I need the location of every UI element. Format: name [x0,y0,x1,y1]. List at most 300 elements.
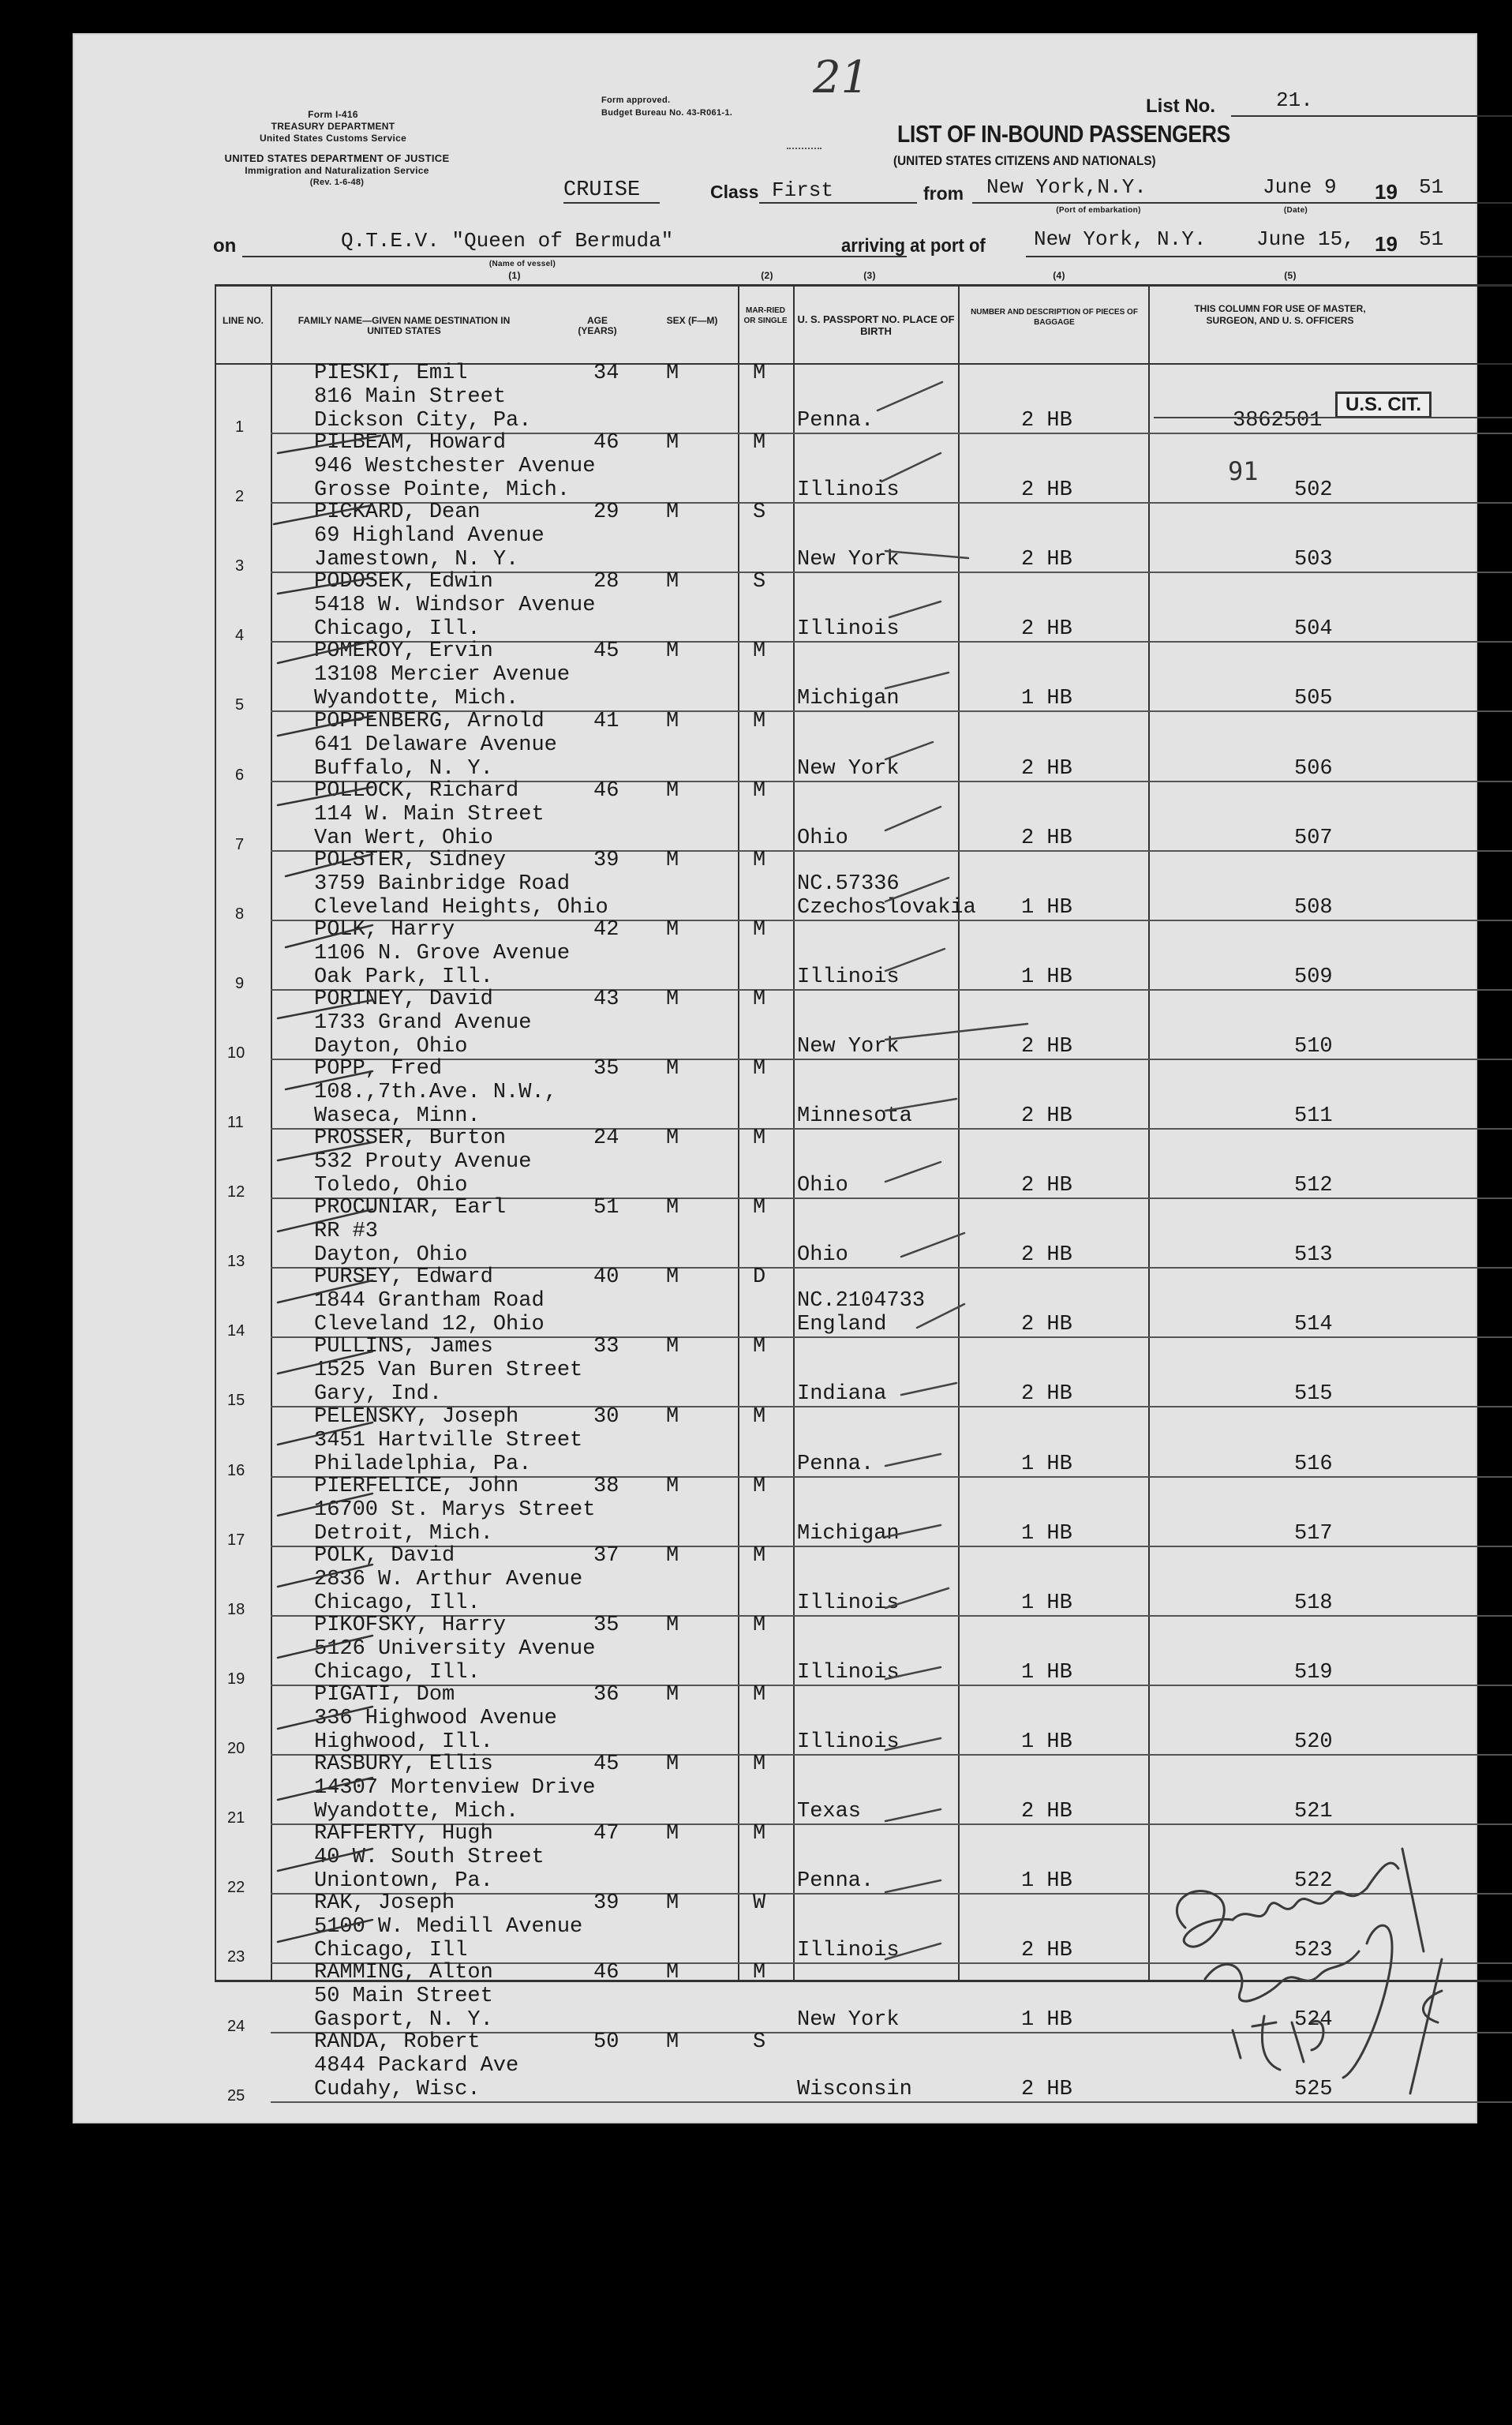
row-birthplace: Illinois [797,1591,900,1615]
row-line-number: 13 [227,1253,245,1271]
row-baggage: 1 HB [1021,1869,1072,1894]
row-marital-status: M [753,1196,766,1220]
row-city: Dayton, Ohio [314,1243,468,1268]
row-name: POLLOCK, Richard [314,778,519,803]
row-sex: M [666,778,679,803]
list-no-label: List No. [1146,96,1215,117]
arrival-port: New York, N.Y. [1034,227,1207,251]
row-name: PELENSKY, Joseph [314,1404,519,1429]
row-birthplace: Minnesota [797,1104,912,1128]
vessel-line [242,256,907,257]
row-divider [271,2101,1512,2103]
row-name: RAMMING, Alton [314,1961,493,1985]
row-city: Chicago, Ill. [314,1591,481,1615]
row-age: 41 [593,709,619,733]
on-label: on [213,235,237,257]
row-marital-status: M [753,1474,766,1498]
row-address: 114 W. Main Street [314,802,545,826]
row-marital-status: M [753,1961,766,1985]
row-marital-status: S [753,570,766,594]
row-baggage: 2 HB [1021,756,1072,781]
row-marital-status: S [753,500,766,525]
col-num-4: (4) [1053,270,1065,281]
row-sex: M [666,1057,679,1081]
row-name: PIKOFSKY, Harry [314,1613,507,1637]
row-marital-status: M [753,1822,766,1846]
row-marital-status: M [753,848,766,872]
row-officer-number: 510 [1294,1034,1333,1059]
row-birthplace: Michigan [797,1521,900,1546]
row-birthplace: Illinois [797,478,900,503]
col-header-officers: THIS COLUMN FOR USE OF MASTER, SURGEON, AND U. S. OFFICERS [1194,303,1366,326]
row-address: 3759 Bainbridge Road [314,871,571,896]
arrival-date: June 15, [1256,227,1355,251]
row-age: 45 [593,639,619,664]
row-age: 33 [593,1335,619,1359]
row-age: 47 [593,1822,619,1846]
row-baggage: 1 HB [1021,1660,1072,1685]
row-age: 39 [593,848,619,872]
row-city: Uniontown, Pa. [314,1869,493,1894]
row-marital-status: M [753,1752,766,1776]
row-name: PURSEY, Edward [314,1265,493,1290]
row-birthplace: Ohio [797,1243,848,1268]
row-line-number: 21 [227,1809,245,1827]
dotted-mark [787,148,821,149]
row-birthplace: Michigan [797,687,900,711]
row-city: Waseca, Minn. [314,1104,481,1128]
row-officer-number: 513 [1294,1243,1333,1268]
row-officer-number: 514 [1294,1313,1333,1337]
row-address: 816 Main Street [314,385,507,409]
us-citizen-stamp: U.S. CIT. [1335,392,1432,418]
row-birthplace: Illinois [797,617,900,642]
row-age: 28 [593,570,619,594]
row-name: PROSSER, Burton [314,1126,507,1151]
row-baggage: 2 HB [1021,1174,1072,1198]
row-sex: M [666,1474,679,1498]
row-birthplace: New York [797,1034,900,1059]
row-officer-number: 518 [1294,1591,1333,1615]
form-approved: Form approved. [601,96,671,105]
row-city: Oak Park, Ill. [314,965,493,989]
row-officer-number: 509 [1294,965,1333,989]
row-birthplace: Ohio [797,1174,848,1198]
dept-immigration: Immigration and Naturalization Service [245,165,429,176]
from-line [972,202,1512,204]
row-line-number: 7 [235,835,245,853]
col-sep-2 [738,284,739,1981]
row-marital-status: S [753,2030,766,2055]
row-name: POPPENBERG, Arnold [314,709,545,733]
row-city: Van Wert, Ohio [314,826,493,850]
row-passport-no: NC.57336 [797,871,900,896]
row-address: 1525 Van Buren Street [314,1359,583,1383]
row-officer-number: 3862501 [1233,409,1323,433]
row-age: 45 [593,1752,619,1776]
row-birthplace: Penna. [797,1869,874,1894]
row-sex: M [666,570,679,594]
row-city: Detroit, Mich. [314,1521,493,1546]
departure-year: 51 [1419,175,1444,199]
dept-customs: United States Customs Service [259,133,407,144]
row-baggage: 1 HB [1021,1521,1072,1546]
row-city: Cudahy, Wisc. [314,2078,481,2102]
row-baggage: 2 HB [1021,1800,1072,1823]
row-birthplace: Indiana [797,1382,887,1407]
row-age: 35 [593,1613,619,1637]
row-birthplace: Wisconsin [797,2078,912,2102]
col-num-2: (2) [761,270,773,281]
row-officer-number: 520 [1294,1730,1333,1754]
departure-date: June 9 [1263,175,1337,199]
row-marital-status: M [753,917,766,942]
row-address: 336 Highwood Avenue [314,1706,557,1730]
row-name: RAFFERTY, Hugh [314,1822,493,1846]
row-baggage: 1 HB [1021,2008,1072,2033]
port-of-embarkation: New York,N.Y. [986,175,1147,199]
row-sex: M [666,1891,679,1916]
row-birthplace: Czechoslovakia [797,895,976,920]
row-marital-status: M [753,1613,766,1637]
row-name: PODOSEK, Edwin [314,570,493,594]
row-baggage: 2 HB [1021,826,1072,850]
row-birthplace: New York [797,2008,900,2033]
row-age: 46 [593,778,619,803]
row-city: Chicago, Ill [314,1939,468,1963]
col-sep-3 [793,284,795,1981]
row-line-number: 24 [227,2018,245,2036]
row-line-number: 12 [227,1183,245,1201]
row-baggage: 1 HB [1021,965,1072,989]
row-officer-number: 505 [1294,687,1333,711]
col-num-1: (1) [508,270,521,281]
row-age: 43 [593,987,619,1011]
row-baggage: 1 HB [1021,687,1072,711]
class-label: Class [710,182,759,202]
row-line-number: 20 [227,1739,245,1757]
row-address: 5126 University Avenue [314,1636,596,1661]
row-baggage: 1 HB [1021,1452,1072,1476]
row-age: 37 [593,1543,619,1568]
arrival-year-prefix: 19 [1375,232,1398,256]
row-officer-number: 516 [1294,1452,1333,1476]
arriving-label: arriving at port of [841,235,986,257]
row-name: PIGATI, Dom [314,1682,455,1707]
row-baggage: 2 HB [1021,1034,1072,1059]
row-name: POMEROY, Ervin [314,639,493,664]
row-city: Grosse Pointe, Mich. [314,478,571,503]
row-age: 29 [593,500,619,525]
row-marital-status: M [753,778,766,803]
row-baggage: 2 HB [1021,409,1072,433]
inspector-signature [1130,1833,1477,2101]
row-officer-number: 524 [1294,2008,1333,2033]
cruise-line [563,202,660,204]
row-sex: M [666,987,679,1011]
stamp-divider [1154,417,1512,418]
row-baggage: 1 HB [1021,895,1072,920]
row-name: PORTNEY, David [314,987,493,1011]
row-age: 34 [593,362,619,385]
departure-year-prefix: 19 [1375,180,1398,204]
row-marital-status: M [753,1335,766,1359]
row-address: 5418 W. Windsor Avenue [314,594,596,618]
row-city: Cleveland Heights, Ohio [314,895,608,920]
row-sex: M [666,1961,679,1985]
row-city: Chicago, Ill. [314,617,481,642]
row-line-number: 22 [227,1879,245,1897]
annotation-91: 91 [1228,456,1259,486]
handwritten-page-number: 21 [813,52,870,103]
row-address: 50 Main Street [314,1985,493,2009]
row-sex: M [666,1822,679,1846]
row-age: 39 [593,1891,619,1916]
row-baggage: 1 HB [1021,1591,1072,1615]
row-marital-status: M [753,431,766,455]
date-caption: (Date) [1283,206,1308,215]
table-top-border [215,284,1512,287]
row-officer-number: 508 [1294,895,1333,920]
row-line-number: 14 [227,1322,245,1340]
row-line-number: 3 [235,557,245,575]
row-city: Dickson City, Pa. [314,409,532,433]
row-name: POLSTER, Sidney [314,848,507,872]
row-baggage: 1 HB [1021,1730,1072,1754]
row-city: Chicago, Ill. [314,1660,481,1685]
from-label: from [923,183,964,204]
row-address: 1106 N. Grove Avenue [314,941,571,965]
budget-bureau: Budget Bureau No. 43-R061-1. [601,108,733,118]
row-line-number: 16 [227,1461,245,1479]
col-num-3: (3) [863,270,876,281]
row-name: PROCUNIAR, Earl [314,1196,507,1220]
row-city: Wyandotte, Mich. [314,1800,519,1823]
row-address: 2836 W. Arthur Avenue [314,1567,583,1591]
row-baggage: 2 HB [1021,617,1072,642]
row-name: PILBEAM, Howard [314,431,507,455]
row-baggage: 2 HB [1021,2078,1072,2102]
row-marital-status: M [753,1126,766,1151]
row-line-number: 5 [235,696,245,714]
row-officer-number: 502 [1294,478,1333,503]
form-subtitle: (UNITED STATES CITIZENS AND NATIONALS) [893,153,1156,168]
row-address: 1844 Grantham Road [314,1289,545,1314]
row-baggage: 2 HB [1021,1382,1072,1407]
row-address: 532 Prouty Avenue [314,1150,532,1175]
row-sex: M [666,1265,679,1290]
form-number: Form I-416 [308,109,358,120]
row-sex: M [666,709,679,733]
row-officer-number: 512 [1294,1174,1333,1198]
col-num-5: (5) [1284,270,1297,281]
row-baggage: 2 HB [1021,1313,1072,1337]
row-sex: M [666,1335,679,1359]
row-birthplace: England [797,1313,887,1337]
row-line-number: 19 [227,1670,245,1688]
row-line-number: 9 [235,974,245,992]
class-value: First [772,178,834,202]
row-name: POPP, Fred [314,1057,443,1081]
row-marital-status: M [753,987,766,1011]
row-sex: M [666,1126,679,1151]
row-address: 4844 Packard Ave [314,2054,519,2078]
list-no-line [1231,115,1512,117]
class-line [759,202,917,204]
row-officer-number: 515 [1294,1382,1333,1407]
row-line-number: 10 [227,1044,245,1062]
row-name: RANDA, Robert [314,2030,481,2055]
row-age: 38 [593,1474,619,1498]
row-marital-status: W [753,1891,766,1916]
row-address: 108.,7th.Ave. N.W., [314,1081,557,1104]
row-line-number: 17 [227,1531,245,1549]
row-birthplace: Ohio [797,826,848,850]
row-birthplace: Illinois [797,1939,900,1963]
row-officer-number: 504 [1294,617,1333,642]
row-sex: M [666,917,679,942]
row-baggage: 2 HB [1021,1104,1072,1128]
row-name: POLK, David [314,1543,455,1568]
row-sex: M [666,500,679,525]
row-sex: M [666,848,679,872]
col-header-line-no: LINE NO. [222,315,264,326]
row-birthplace: Illinois [797,1730,900,1754]
row-address: 946 Westchester Avenue [314,455,596,479]
dept-justice: UNITED STATES DEPARTMENT OF JUSTICE [224,152,450,164]
row-age: 50 [593,2030,619,2055]
row-line-number: 2 [235,488,245,506]
row-sex: M [666,431,679,455]
row-marital-status: M [753,1543,766,1568]
row-city: Cleveland 12, Ohio [314,1313,545,1337]
row-sex: M [666,362,679,385]
row-officer-number: 519 [1294,1660,1333,1685]
col-header-passport: U. S. PASSPORT NO. PLACE OF BIRTH [797,313,955,337]
row-city: Dayton, Ohio [314,1034,468,1059]
row-line-number: 1 [235,418,245,436]
row-city: Philadelphia, Pa. [314,1452,532,1476]
row-name: PICKARD, Dean [314,500,481,525]
row-age: 40 [593,1265,619,1290]
row-marital-status: M [753,1404,766,1429]
row-sex: M [666,1682,679,1707]
row-address: 16700 St. Marys Street [314,1497,596,1522]
row-line-number: 6 [235,766,245,784]
row-age: 36 [593,1682,619,1707]
row-line-number: 4 [235,627,245,645]
row-address: 1733 Grand Avenue [314,1010,532,1035]
row-name: PULLINS, James [314,1335,493,1359]
row-sex: M [666,1404,679,1429]
row-city: Jamestown, N. Y. [314,548,519,572]
col-header-name: FAMILY NAME—GIVEN NAME DESTINATION IN UNITED STATES [298,315,511,336]
row-officer-number: 522 [1294,1869,1333,1894]
row-address: 13108 Mercier Avenue [314,663,571,688]
row-name: RAK, Joseph [314,1891,455,1916]
row-officer-number: 507 [1294,826,1333,850]
row-officer-number: 521 [1294,1800,1333,1823]
row-birthplace: Texas [797,1800,862,1823]
row-line-number: 18 [227,1600,245,1618]
row-address: 3451 Hartville Street [314,1428,583,1452]
arrival-line [1026,256,1512,257]
vessel-name: Q.T.E.V. "Queen of Bermuda" [341,229,674,253]
row-baggage: 2 HB [1021,1243,1072,1268]
row-birthplace: Penna. [797,1452,874,1476]
port-embark-caption: (Port of embarkation) [1056,206,1141,215]
row-line-number: 25 [227,2087,245,2105]
row-line-number: 23 [227,1948,245,1966]
row-birthplace: Illinois [797,965,900,989]
cruise-label: CRUISE [563,178,641,202]
row-address: 641 Delaware Avenue [314,733,557,757]
row-sex: M [666,1752,679,1776]
col-header-age: AGE (YEARS) [578,315,617,336]
row-officer-number: 517 [1294,1521,1333,1546]
row-marital-status: M [753,639,766,664]
row-name: PIERFELICE, John [314,1474,519,1498]
row-officer-number: 511 [1294,1104,1333,1128]
row-address: 5100 W. Medill Avenue [314,1915,583,1940]
row-baggage: 2 HB [1021,478,1072,503]
row-city: Wyandotte, Mich. [314,687,519,711]
row-marital-status: M [753,362,766,385]
row-line-number: 15 [227,1392,245,1410]
row-birthplace: Penna. [797,409,874,433]
row-city: Buffalo, N. Y. [314,756,493,781]
row-age: 24 [593,1126,619,1151]
arrival-year: 51 [1419,227,1444,251]
row-city: Gasport, N. Y. [314,2008,493,2033]
check-marks [854,365,1043,1983]
manifest-page [73,33,1477,2123]
col-header-baggage: NUMBER AND DESCRIPTION OF PIECES OF BAGGAGE [971,308,1138,327]
form-revision: (Rev. 1-6-48) [309,178,365,187]
row-marital-status: D [753,1265,766,1290]
row-birthplace: New York [797,548,900,572]
dept-treasury: TREASURY DEPARTMENT [271,121,395,132]
row-sex: M [666,2030,679,2055]
row-marital-status: M [753,709,766,733]
row-address: 40 W. South Street [314,1846,545,1870]
row-name: POLK, Harry [314,917,455,942]
row-age: 30 [593,1404,619,1429]
row-marital-status: M [753,1057,766,1081]
row-line-number: 11 [227,1114,244,1131]
list-no-value: 21. [1276,88,1313,112]
row-birthplace: New York [797,756,900,781]
line-number-ticks [254,365,412,1983]
row-officer-number: 525 [1294,2078,1333,2102]
row-sex: M [666,1613,679,1637]
row-baggage: 2 HB [1021,1939,1072,1963]
row-address: 14307 Mortenview Drive [314,1776,596,1800]
row-sex: M [666,1196,679,1220]
form-title: LIST OF IN-BOUND PASSENGERS [897,120,1230,148]
row-age: 46 [593,1961,619,1985]
row-birthplace: Illinois [797,1660,900,1685]
row-age: 51 [593,1196,619,1220]
row-age: 46 [593,431,619,455]
row-sex: M [666,639,679,664]
row-marital-status: M [753,1682,766,1707]
row-sex: M [666,1543,679,1568]
row-name: RASBURY, Ellis [314,1752,493,1776]
col-sep-5 [1148,284,1150,1981]
row-officer-number: 503 [1294,548,1333,572]
row-passport-no: NC.2104733 [797,1289,926,1314]
